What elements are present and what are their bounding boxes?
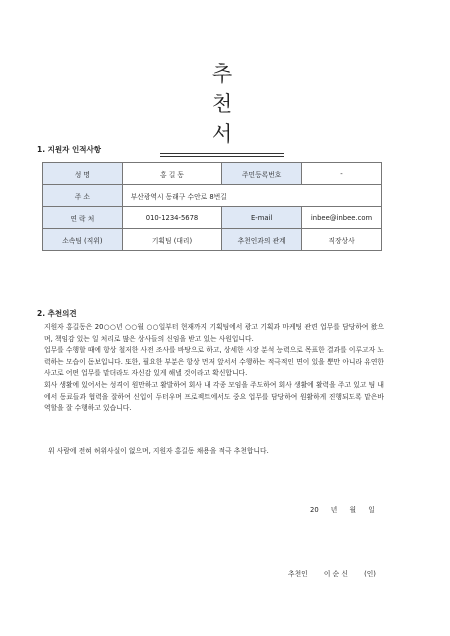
info-value-cell: 기획팀 (대리) [122, 229, 222, 251]
info-table-row [43, 163, 382, 185]
info-table-row [43, 229, 382, 251]
signature-line [288, 568, 390, 578]
info-table-row [43, 185, 382, 207]
info-value-cell: 010-1234-5678 [122, 207, 222, 229]
recommendation-paragraph: 지원자 홍길동은 20○○년 ○○월 ○○일부터 현재까지 기획팀에서 광고 기획과 마케팅 관련 업무를 담당하여 왔으며, 책임감 있는 일 처리로 많은 상사들의 신임을 받고 있는 사원입니다. [44, 323, 384, 343]
signer-seal: (인) [364, 570, 376, 578]
info-label-cell: 주 소 [43, 185, 123, 207]
closing-statement: 위 사람에 전혀 허위사실이 없으며, 지원자 홍길동 채용을 적극 추천합니다. [48, 447, 269, 455]
recommendation-paragraph: 업무를 수행할 때에 항상 철저한 사전 조사를 바탕으로 하고, 상세한 시장 분석 능력으로 목표한 결과를 이루고자 노력하는 모습이 돋보입니다. 또한, 필요한 부분은 항상 먼저 앞서서 수행하는 적극적인 면이 있을 뿐만 아니라 유연한 사고로 어떤 업무를 맡더라도 자신감 있게 해낼 것이라고 확신합니다. [44, 346, 384, 378]
info-value-cell: inbee@inbee.com [302, 207, 382, 229]
info-label-cell: 소속팀 (직위) [43, 229, 123, 251]
info-table-row [43, 207, 382, 229]
info-label-cell: 주민등록번호 [222, 163, 302, 185]
recommendation-paragraph: 회사 생활에 있어서는 성격이 원만하고 활발하여 회사 내 각종 모임을 주도하여 회사 생활에 활력을 주고 있고 팀 내에서 동료들과 협력을 잘하여 신입이 두터우며 프로젝트에서도 중요 업무를 담당하여 원활하게 진행되도록 맡은바 역할을 잘 수행하고 있습니다. [44, 380, 384, 413]
applicant-info-table [42, 162, 382, 251]
info-label-cell: 연 락 처 [43, 207, 123, 229]
signer-name: 이 순 신 [323, 570, 348, 578]
info-value-cell: 직장상사 [302, 229, 382, 251]
info-label-cell: 성 명 [43, 163, 123, 185]
section-heading-applicant-info: 1. 지원자 인적사항 [37, 145, 102, 154]
title-underline-double [160, 156, 284, 157]
title-underline [160, 153, 284, 154]
info-label-cell: 추천인과의 관계 [222, 229, 302, 251]
document-title: 추 천 서 [211, 62, 255, 146]
section-heading-recommendation: 2. 추천의견 [37, 309, 77, 318]
info-value-cell: 부산광역시 동래구 수안로 8번길 [122, 185, 381, 207]
signer-label: 추천인 [288, 570, 308, 578]
info-value-cell: - [302, 163, 382, 185]
info-label-cell: E-mail [222, 207, 302, 229]
recommendation-body [44, 322, 384, 415]
info-value-cell: 홍 길 동 [122, 163, 222, 185]
document-title-block [160, 58, 284, 157]
date-line: 20 년 월 일 [310, 506, 375, 514]
